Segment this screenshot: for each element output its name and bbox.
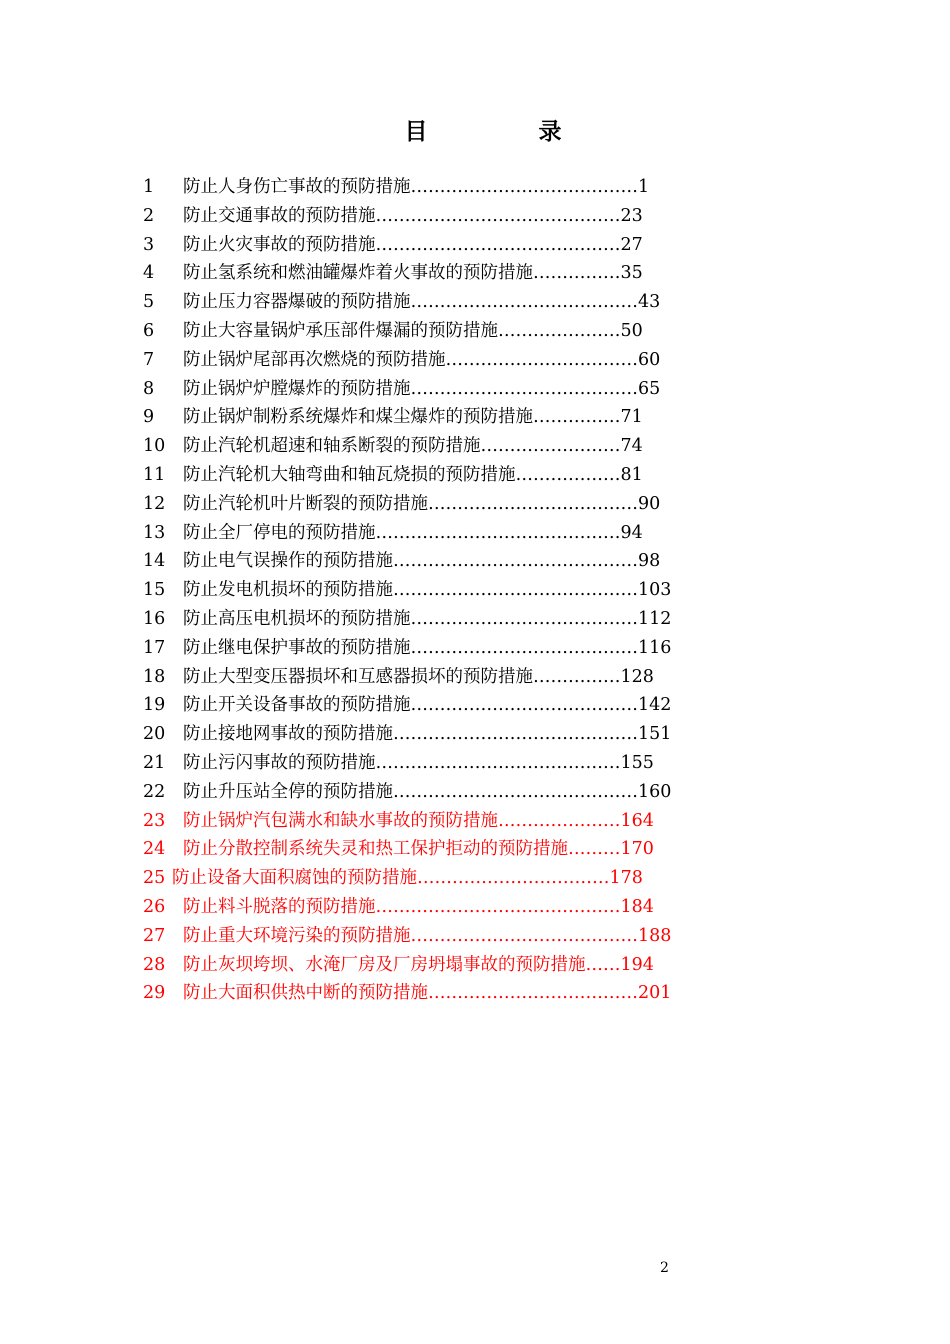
toc-entry-title: 防止接地网事故的预防措施……………………………………151 (183, 724, 672, 745)
page-title: 目 录 (404, 119, 606, 145)
toc-entry (0, 835, 950, 864)
toc-entry-number: 15 (143, 580, 166, 601)
toc-entry (0, 403, 950, 432)
toc-entry (0, 317, 950, 346)
toc-entry-title: 防止分散控制系统失灵和热工保护拒动的预防措施………170 (183, 839, 654, 860)
toc-entry (0, 288, 950, 317)
toc-entry-title: 防止锅炉制粉系统爆炸和煤尘爆炸的预防措施……………71 (183, 407, 643, 428)
toc-entry-title: 防止开关设备事故的预防措施…………………………………142 (183, 695, 672, 716)
toc-entry-number: 26 (143, 896, 166, 917)
toc-entry (0, 259, 950, 288)
toc-entry (0, 720, 950, 749)
toc-entry (0, 893, 950, 922)
toc-entry-title: 防止锅炉炉膛爆炸的预防措施…………………………………65 (183, 378, 661, 399)
toc-entry-number: 14 (143, 551, 166, 572)
toc-entry-title: 防止氢系统和燃油罐爆炸着火事故的预防措施……………35 (183, 263, 643, 284)
toc-entry-title: 防止汽轮机超速和轴系断裂的预防措施……………………74 (183, 436, 643, 457)
toc-entry-number: 10 (143, 436, 166, 457)
toc-entry-title: 防止继电保护事故的预防措施…………………………………116 (183, 637, 672, 658)
toc-entry (0, 922, 950, 951)
toc-entry (0, 173, 950, 202)
toc-entry (0, 605, 950, 634)
toc-entry-number: 28 (143, 954, 166, 975)
toc-entry (0, 519, 950, 548)
toc-entry-title: 防止火灾事故的预防措施……………………………………27 (183, 234, 643, 255)
toc-entry-number: 16 (143, 608, 166, 629)
table-of-contents (0, 173, 950, 1008)
toc-entry-number: 20 (143, 724, 166, 745)
toc-entry-title: 防止电气误操作的预防措施……………………………………98 (183, 551, 661, 572)
toc-entry (0, 864, 950, 893)
toc-entry-number: 22 (143, 781, 166, 802)
toc-entry-number: 12 (143, 493, 166, 514)
toc-entry-number: 7 (143, 349, 155, 370)
toc-entry-title: 防止高压电机损坏的预防措施…………………………………112 (183, 608, 672, 629)
toc-entry-number: 24 (143, 839, 166, 860)
toc-entry-title: 防止锅炉尾部再次燃烧的预防措施……………………………60 (183, 349, 661, 370)
toc-entry-title: 防止汽轮机大轴弯曲和轴瓦烧损的预防措施………………81 (183, 464, 643, 485)
toc-entry-number: 25 (143, 868, 166, 889)
toc-entry-title: 防止大型变压器损坏和互感器损坏的预防措施……………128 (183, 666, 654, 687)
toc-entry-title: 防止交通事故的预防措施……………………………………23 (183, 205, 643, 226)
toc-entry (0, 634, 950, 663)
toc-entry-title: 防止汽轮机叶片断裂的预防措施………………………………90 (183, 493, 661, 514)
toc-entry-number: 9 (143, 407, 155, 428)
toc-entry-number: 27 (143, 925, 166, 946)
toc-entry (0, 951, 950, 980)
toc-entry-number: 1 (143, 177, 155, 197)
page-number: 2 (660, 1260, 669, 1276)
toc-entry-title: 防止发电机损坏的预防措施……………………………………103 (183, 580, 672, 601)
toc-entry-title: 防止压力容器爆破的预防措施…………………………………43 (183, 292, 661, 313)
toc-entry (0, 778, 950, 807)
toc-entry-number: 29 (143, 983, 166, 1004)
toc-entry-number: 21 (143, 752, 166, 773)
toc-entry (0, 202, 950, 231)
toc-entry (0, 231, 950, 260)
toc-entry-title: 防止重大环境污染的预防措施…………………………………188 (183, 925, 672, 946)
toc-entry (0, 576, 950, 605)
toc-entry-title: 防止全厂停电的预防措施……………………………………94 (183, 522, 643, 543)
toc-entry (0, 807, 950, 836)
toc-entry (0, 432, 950, 461)
toc-entry-number: 19 (143, 695, 166, 716)
toc-entry-title: 防止料斗脱落的预防措施……………………………………184 (183, 896, 654, 917)
toc-entry-title: 防止锅炉汽包满水和缺水事故的预防措施…………………164 (183, 810, 654, 831)
toc-entry-number: 6 (143, 320, 155, 341)
toc-entry-title: 防止大面积供热中断的预防措施………………………………201 (183, 983, 672, 1004)
toc-entry-number: 13 (143, 522, 166, 543)
toc-entry (0, 375, 950, 404)
toc-entry-title: 防止大容量锅炉承压部件爆漏的预防措施…………………50 (183, 320, 643, 341)
toc-entry-title: 防止人身伤亡事故的预防措施…………………………………1 (183, 177, 650, 197)
toc-entry-number: 18 (143, 666, 166, 687)
toc-entry-number: 8 (143, 378, 155, 399)
toc-entry (0, 749, 950, 778)
toc-entry (0, 346, 950, 375)
toc-entry-number: 3 (143, 234, 155, 255)
toc-entry (0, 461, 950, 490)
toc-entry (0, 547, 950, 576)
toc-entry-number: 2 (143, 205, 155, 226)
toc-entry-number: 17 (143, 637, 166, 658)
toc-entry (0, 691, 950, 720)
toc-entry-number: 5 (143, 292, 155, 313)
toc-entry-number: 23 (143, 810, 166, 831)
toc-entry-title: 防止污闪事故的预防措施……………………………………155 (183, 752, 654, 773)
toc-entry (0, 490, 950, 519)
toc-entry-number: 11 (143, 464, 166, 485)
toc-entry-number: 4 (143, 263, 155, 284)
toc-entry (0, 979, 950, 1008)
toc-entry (0, 663, 950, 692)
toc-entry-title: 防止灰坝垮坝、水淹厂房及厂房坍塌事故的预防措施……194 (183, 954, 654, 975)
toc-entry-title: 防止升压站全停的预防措施……………………………………160 (183, 781, 672, 802)
toc-entry-title: 防止设备大面积腐蚀的预防措施……………………………178 (172, 868, 643, 889)
